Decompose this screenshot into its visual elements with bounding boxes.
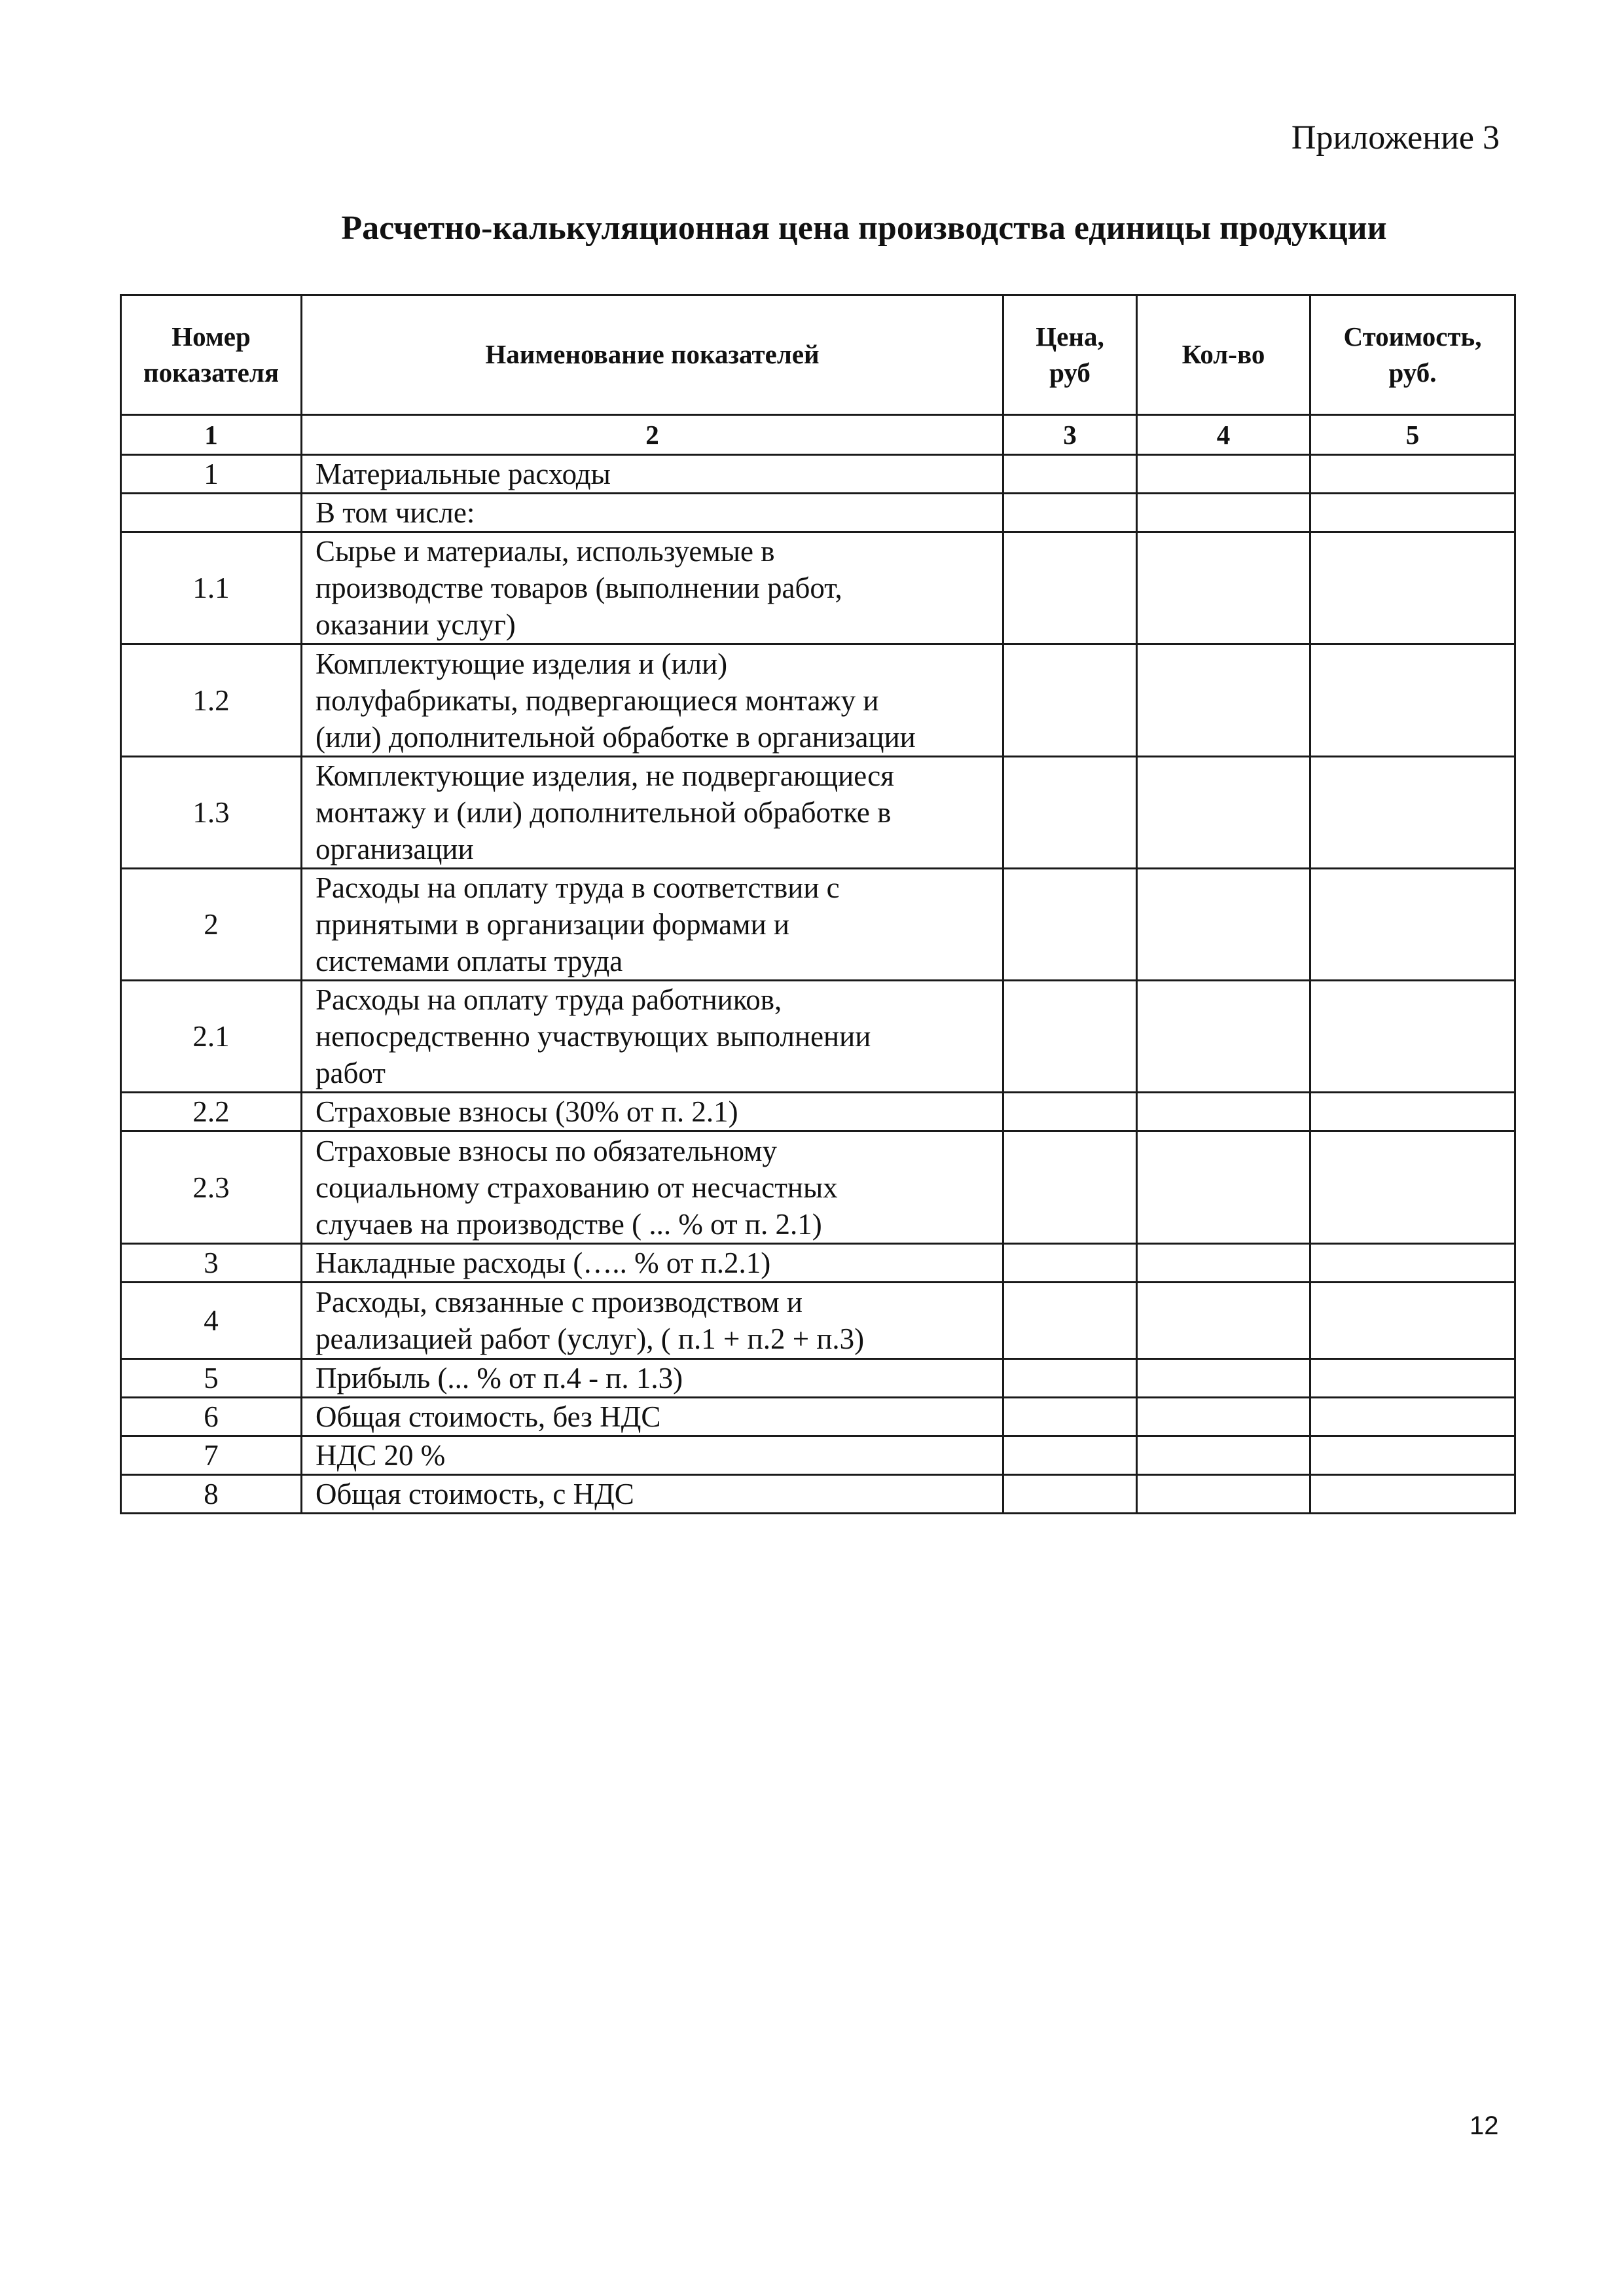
row-price-cell — [1003, 1398, 1137, 1436]
table-header-row — [121, 295, 1515, 415]
row-cost-cell — [1310, 455, 1515, 494]
calculation-table — [120, 294, 1516, 1514]
table-row — [121, 532, 1515, 644]
column-number-row — [121, 415, 1515, 455]
row-number-cell: 5 — [121, 1359, 302, 1398]
row-number-cell: 1 — [121, 455, 302, 494]
row-price-cell — [1003, 1093, 1137, 1131]
row-number-cell: 8 — [121, 1475, 302, 1514]
row-price-cell — [1003, 981, 1137, 1093]
row-name-cell: Общая стоимость, без НДС — [302, 1398, 1003, 1436]
row-quantity-cell — [1137, 455, 1310, 494]
row-name-cell: Комплектующие изделия и (или) полуфабрикаты, подвергающиеся монтажу и (или) дополнительной обработке в организации — [302, 644, 1003, 757]
row-cost-cell — [1310, 644, 1515, 757]
row-quantity-cell — [1137, 494, 1310, 532]
column-number: 3 — [1003, 415, 1137, 455]
row-number-cell: 6 — [121, 1398, 302, 1436]
row-name-cell: В том числе: — [302, 494, 1003, 532]
row-name-cell: НДС 20 % — [302, 1436, 1003, 1475]
table-row — [121, 981, 1515, 1093]
row-number-cell — [121, 494, 302, 532]
column-number: 1 — [121, 415, 302, 455]
row-price-cell — [1003, 494, 1137, 532]
table-row — [121, 455, 1515, 494]
row-number-cell: 1.1 — [121, 532, 302, 644]
row-name-cell: Комплектующие изделия, не подвергающиеся монтажу и (или) дополнительной обработке в организации — [302, 757, 1003, 869]
row-quantity-cell — [1137, 1475, 1310, 1514]
column-number: 5 — [1310, 415, 1515, 455]
row-price-cell — [1003, 1131, 1137, 1244]
row-quantity-cell — [1137, 1131, 1310, 1244]
table-row — [121, 1244, 1515, 1283]
row-quantity-cell — [1137, 1398, 1310, 1436]
row-name-cell: Расходы на оплату труда работников, непосредственно участвующих выполнении работ — [302, 981, 1003, 1093]
table-row — [121, 869, 1515, 981]
row-number-cell: 1.3 — [121, 757, 302, 869]
row-name-cell: Общая стоимость, с НДС — [302, 1475, 1003, 1514]
row-price-cell — [1003, 1359, 1137, 1398]
row-cost-cell — [1310, 869, 1515, 981]
row-cost-cell — [1310, 1131, 1515, 1244]
row-number-cell: 2 — [121, 869, 302, 981]
row-price-cell — [1003, 1244, 1137, 1283]
row-quantity-cell — [1137, 1436, 1310, 1475]
row-number-cell: 2.2 — [121, 1093, 302, 1131]
row-name-cell: Расходы, связанные с производством и реализацией работ (услуг), ( п.1 + п.2 + п.3) — [302, 1283, 1003, 1359]
row-quantity-cell — [1137, 1283, 1310, 1359]
row-cost-cell — [1310, 1244, 1515, 1283]
row-cost-cell — [1310, 532, 1515, 644]
appendix-label: Приложение 3 — [1291, 119, 1500, 156]
table-row — [121, 494, 1515, 532]
row-name-cell: Страховые взносы по обязательному социальному страхованию от несчастных случаев на производстве ( ... % от п. 2.1) — [302, 1131, 1003, 1244]
row-name-cell: Накладные расходы (….. % от п.2.1) — [302, 1244, 1003, 1283]
column-number: 4 — [1137, 415, 1310, 455]
row-quantity-cell — [1137, 757, 1310, 869]
row-name-cell: Расходы на оплату труда в соответствии с принятыми в организации формами и системами оплаты труда — [302, 869, 1003, 981]
row-cost-cell — [1310, 1283, 1515, 1359]
header-number: Номер показателя — [121, 295, 302, 415]
row-price-cell — [1003, 869, 1137, 981]
header-price: Цена, руб — [1003, 295, 1137, 415]
row-cost-cell — [1310, 1093, 1515, 1131]
row-quantity-cell — [1137, 532, 1310, 644]
row-cost-cell — [1310, 494, 1515, 532]
row-price-cell — [1003, 1283, 1137, 1359]
table-row — [121, 1283, 1515, 1359]
row-price-cell — [1003, 455, 1137, 494]
row-quantity-cell — [1137, 1093, 1310, 1131]
row-cost-cell — [1310, 1359, 1515, 1398]
row-number-cell: 2.1 — [121, 981, 302, 1093]
column-number: 2 — [302, 415, 1003, 455]
row-number-cell: 7 — [121, 1436, 302, 1475]
row-number-cell: 4 — [121, 1283, 302, 1359]
row-price-cell — [1003, 532, 1137, 644]
header-cost: Стоимость, руб. — [1310, 295, 1515, 415]
document-title: Расчетно-калькуляционная цена производства единицы продукции — [341, 210, 1387, 247]
row-quantity-cell — [1137, 644, 1310, 757]
row-number-cell: 3 — [121, 1244, 302, 1283]
row-quantity-cell — [1137, 981, 1310, 1093]
table-row — [121, 1359, 1515, 1398]
row-price-cell — [1003, 757, 1137, 869]
row-quantity-cell — [1137, 869, 1310, 981]
row-price-cell — [1003, 644, 1137, 757]
row-quantity-cell — [1137, 1359, 1310, 1398]
row-cost-cell — [1310, 1475, 1515, 1514]
table-body — [121, 455, 1515, 1514]
table-row — [121, 1475, 1515, 1514]
row-name-cell: Сырье и материалы, используемые в производстве товаров (выполнении работ, оказании услуг) — [302, 532, 1003, 644]
row-cost-cell — [1310, 981, 1515, 1093]
table-row — [121, 1398, 1515, 1436]
row-cost-cell — [1310, 1436, 1515, 1475]
table-row — [121, 1436, 1515, 1475]
page-number: 12 — [1470, 2111, 1499, 2140]
row-price-cell — [1003, 1475, 1137, 1514]
table-row — [121, 644, 1515, 757]
row-cost-cell — [1310, 1398, 1515, 1436]
row-cost-cell — [1310, 757, 1515, 869]
row-number-cell: 2.3 — [121, 1131, 302, 1244]
row-price-cell — [1003, 1436, 1137, 1475]
table-row — [121, 757, 1515, 869]
table-row — [121, 1093, 1515, 1131]
row-name-cell: Прибыль (... % от п.4 - п. 1.3) — [302, 1359, 1003, 1398]
row-name-cell: Материальные расходы — [302, 455, 1003, 494]
header-name: Наименование показателей — [302, 295, 1003, 415]
row-name-cell: Страховые взносы (30% от п. 2.1) — [302, 1093, 1003, 1131]
header-quantity: Кол-во — [1137, 295, 1310, 415]
row-number-cell: 1.2 — [121, 644, 302, 757]
table-row — [121, 1131, 1515, 1244]
row-quantity-cell — [1137, 1244, 1310, 1283]
